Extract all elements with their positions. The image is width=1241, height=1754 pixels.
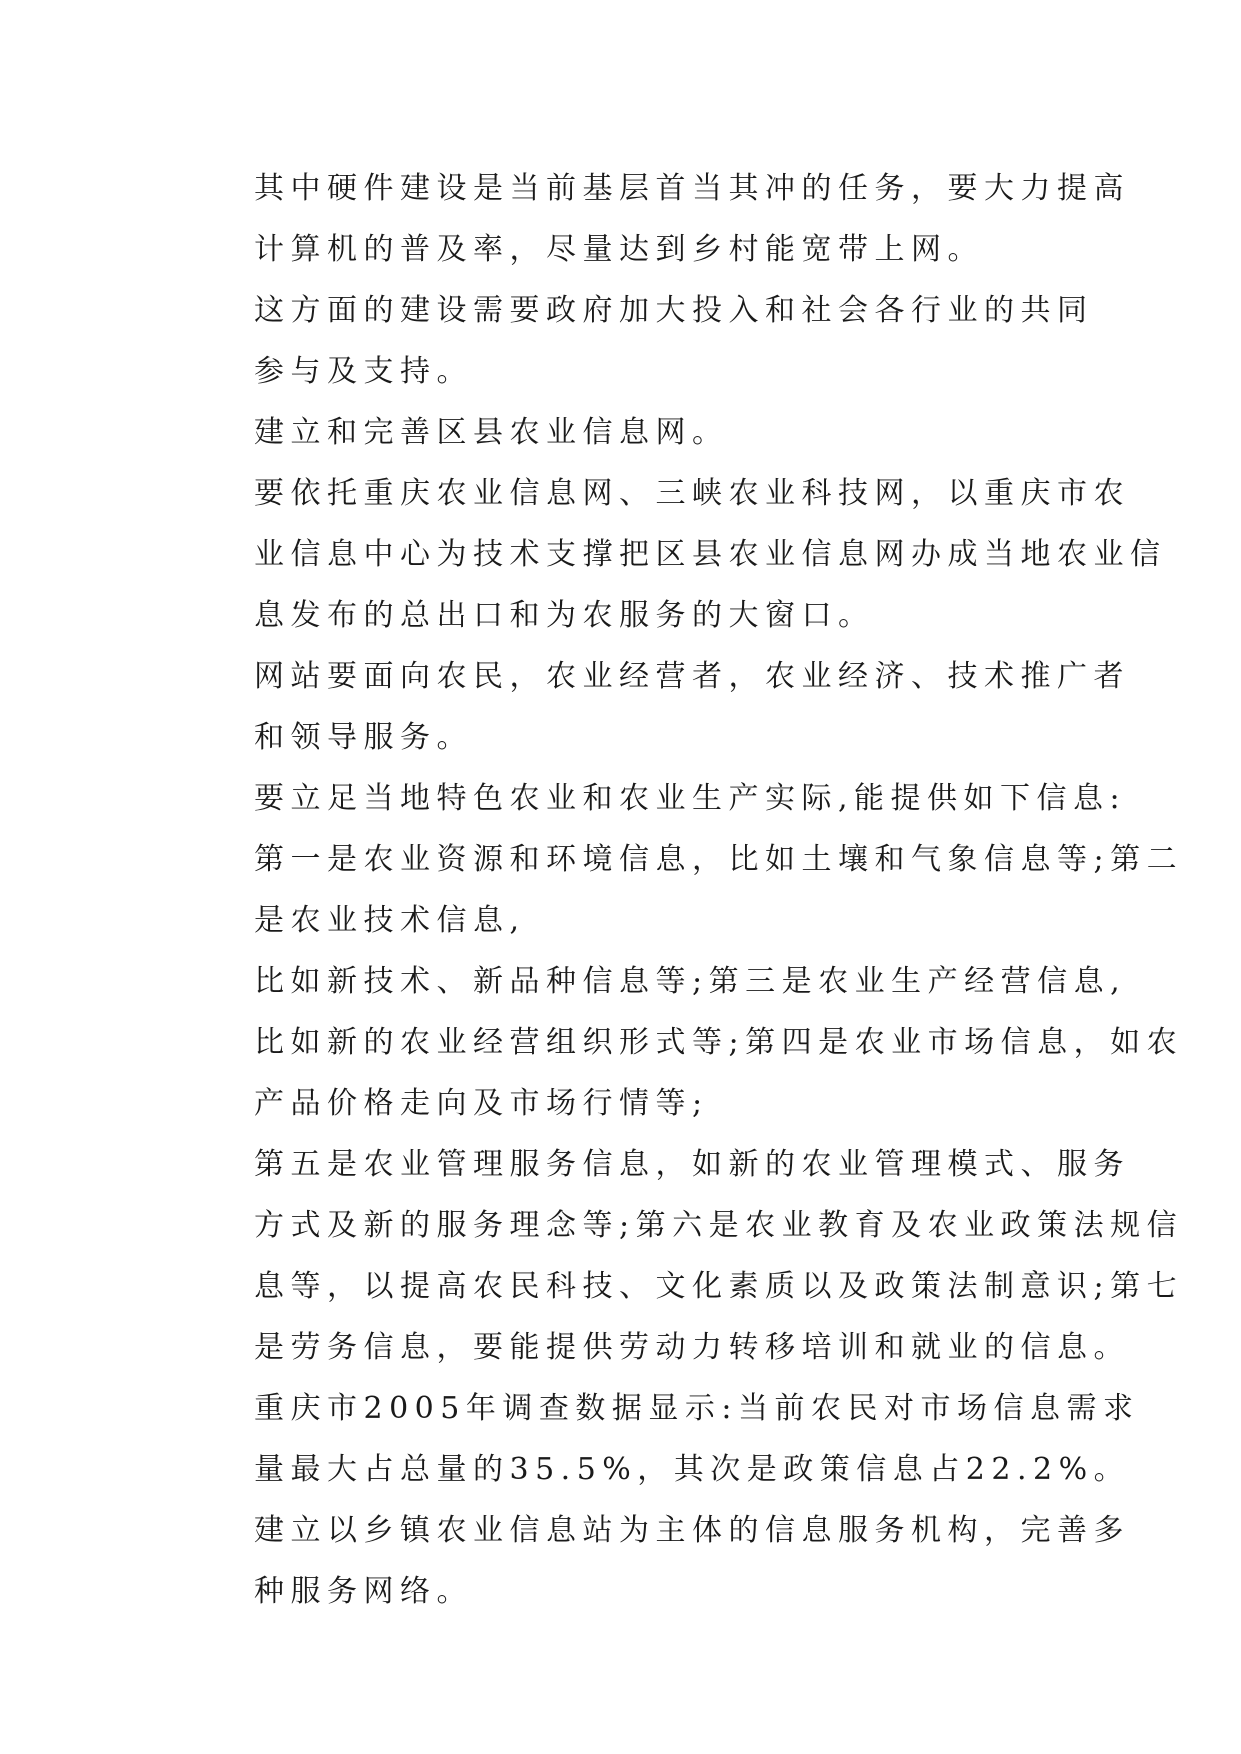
text-line: 和领导服务。 xyxy=(254,720,473,755)
text-line: 要立足当地特色农业和农业生产实际,能提供如下信息: xyxy=(254,781,1127,816)
text-line: 建立和完善区县农业信息网。 xyxy=(254,415,729,450)
text-line: 这方面的建设需要政府加大投入和社会各行业的共同 xyxy=(254,293,1094,328)
text-line: 要依托重庆农业信息网、三峡农业科技网，以重庆市农 xyxy=(254,476,1130,511)
paragraph-4 xyxy=(191,463,1167,646)
text-line: 第五是农业管理服务信息，如新的农业管理模式、服务 xyxy=(254,1147,1130,1182)
text-line: 网站要面向农民，农业经营者，农业经济、技术推广者 xyxy=(254,659,1130,694)
text-line: 息发布的总出口和为农服务的大窗口。 xyxy=(254,598,875,633)
text-line: 重庆市2005年调查数据显示:当前农民对市场信息需求 xyxy=(254,1391,1140,1426)
paragraph-6 xyxy=(191,768,1184,951)
paragraph-7 xyxy=(191,951,1184,1134)
paragraph-1 xyxy=(191,158,1130,280)
paragraph-8 xyxy=(191,1134,1184,1378)
text-line: 第一是农业资源和环境信息，比如土壤和气象信息等;第二 xyxy=(254,842,1184,877)
text-line: 量最大占总量的35.5%，其次是政策信息占22.2%。 xyxy=(254,1452,1131,1487)
paragraph-9 xyxy=(191,1378,1140,1500)
paragraph-5 xyxy=(191,646,1130,768)
text-line: 参与及支持。 xyxy=(254,354,473,389)
text-line: 建立以乡镇农业信息站为主体的信息服务机构，完善多 xyxy=(254,1513,1130,1548)
text-line: 息等，以提高农民科技、文化素质以及政策法制意识;第七 xyxy=(254,1269,1184,1304)
paragraph-10 xyxy=(191,1500,1130,1622)
document-body xyxy=(191,158,1184,1622)
text-line: 是劳务信息，要能提供劳动力转移培训和就业的信息。 xyxy=(254,1330,1130,1365)
text-line: 产品价格走向及市场行情等; xyxy=(254,1086,709,1121)
text-line: 比如新技术、新品种信息等;第三是农业生产经营信息, xyxy=(254,964,1127,999)
paragraph-2 xyxy=(191,280,1094,402)
text-line: 业信息中心为技术支撑把区县农业信息网办成当地农业信 xyxy=(254,537,1167,572)
text-line: 计算机的普及率，尽量达到乡村能宽带上网。 xyxy=(254,232,984,267)
text-line: 方式及新的服务理念等;第六是农业教育及农业政策法规信 xyxy=(254,1208,1184,1243)
text-line: 是农业技术信息, xyxy=(254,903,526,938)
text-line: 比如新的农业经营组织形式等;第四是农业市场信息，如农 xyxy=(254,1025,1184,1060)
text-line: 种服务网络。 xyxy=(254,1574,473,1609)
paragraph-3 xyxy=(191,402,1051,463)
text-line: 其中硬件建设是当前基层首当其冲的任务，要大力提高 xyxy=(254,171,1130,206)
